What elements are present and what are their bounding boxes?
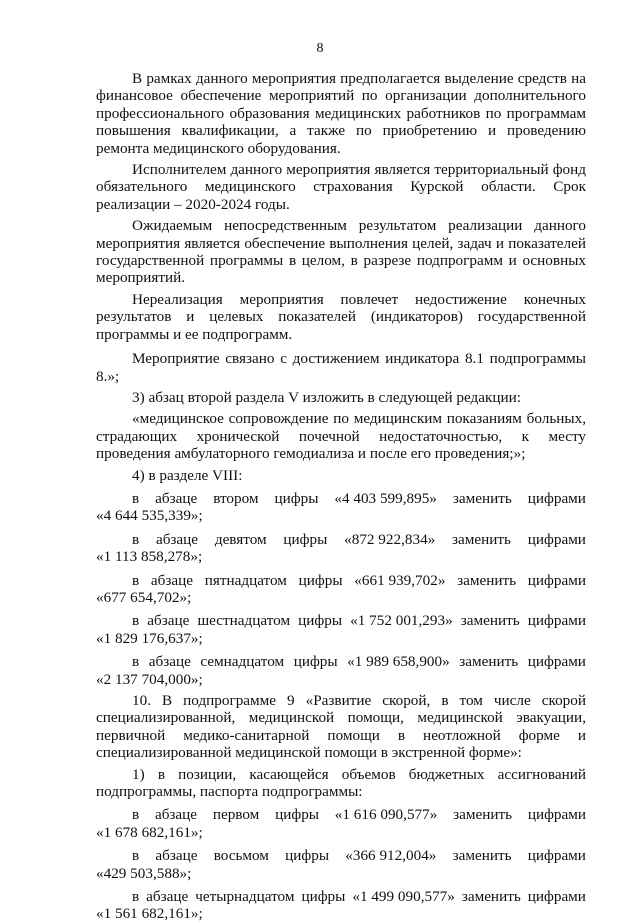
replacement-new-value: «4 644 535,339»;	[96, 507, 203, 525]
replacement-word: заменить	[457, 571, 517, 589]
replacement-word: «1 989 658,900»	[347, 653, 450, 671]
replacement-word: пятнадцатом	[204, 571, 287, 589]
replacement-word: в	[132, 653, 140, 671]
replacement-line	[96, 612, 586, 629]
paragraph-quote-dialysis: «медицинское сопровождение по медицинским показаниям больных, страдающих хронической почечной недостаточностью, к месту проведения амбулаторного гемодиализа и после его проведения;»;	[96, 410, 586, 463]
replacement-word: заменить	[452, 489, 512, 507]
replacement-word: девятом	[214, 530, 267, 548]
replacement-new-value: «2 137 704,000»;	[96, 670, 203, 688]
replacement-word: цифры	[275, 806, 319, 824]
replacement-word: четырнадцатом	[195, 888, 295, 906]
replacement-word: первом	[212, 806, 260, 824]
replacement-word: втором	[213, 489, 259, 507]
subprogram9-replacements	[96, 806, 586, 922]
replacement-word: абзаце	[148, 653, 191, 671]
replacement-word: цифрами	[527, 806, 586, 824]
paragraph-funding: В рамках данного мероприятия предполагается выделение средств на финансовое обеспечение мероприятий по организации дополнительного профессионального образования медицинских работников по программам повышения квалификации, а также по приобретению и проведению ремонта медицинского оборудования.	[96, 70, 586, 157]
replacement-word: цифрами	[527, 847, 586, 865]
replacement-word: «1 616 090,577»	[334, 806, 438, 824]
page-number: 8	[316, 41, 324, 56]
replacement-word: заменить	[452, 847, 512, 865]
replacement-word: цифрами	[527, 571, 586, 589]
paragraph-item-3: 3) абзац второй раздела V изложить в следующей редакции:	[132, 388, 521, 406]
paragraph-non-implementation: Нереализация мероприятия повлечет недостижение конечных результатов и целевых показателей (индикаторов) государственной программы и ее подпрограмм.	[96, 290, 586, 343]
replacement-new-value: «1 561 682,161»;	[96, 905, 203, 923]
paragraph-item-4: 4) в разделе VIII:	[132, 466, 243, 484]
replacement-line	[96, 888, 586, 905]
replacement-word: цифрами	[527, 612, 586, 630]
replacement-word: абзаце	[150, 571, 193, 589]
replacement-line	[96, 572, 586, 589]
replacement-word: в	[132, 571, 140, 589]
replacement-word: абзаце	[155, 530, 199, 548]
replacement-word: цифры	[301, 888, 346, 906]
replacement-word: заменить	[453, 806, 513, 824]
replacement-word: абзаце	[154, 806, 198, 824]
replacement-new-value: «1 678 682,161»;	[96, 823, 203, 841]
replacement-word: в	[132, 847, 140, 865]
replacement-new-value: «1 829 176,637»;	[96, 629, 203, 647]
replacement-word: заменить	[459, 653, 519, 671]
replacement-new-value: «429 503,588»;	[96, 864, 192, 882]
replacement-word: в	[132, 489, 140, 507]
replacement-word: цифры	[298, 571, 343, 589]
replacement-word: заменить	[461, 888, 521, 906]
replacement-word: «366 912,004»	[345, 847, 437, 865]
replacement-new-value: «677 654,702»;	[96, 588, 192, 606]
replacement-word: цифрами	[527, 530, 586, 548]
replacement-line	[96, 806, 586, 823]
replacement-word: цифрами	[527, 489, 586, 507]
section8-replacements	[96, 490, 586, 688]
paragraph-expected-result: Ожидаемым непосредственным результатом реализации данного мероприятия является обеспечение выполнения целей, задач и показателей государственной программы в целом, в разрезе подпрограмм и основных мероприятий.	[96, 217, 586, 287]
replacement-word: в	[132, 612, 140, 630]
replacement-word: цифрами	[527, 653, 586, 671]
paragraph-executor: Исполнителем данного мероприятия является территориальный фонд обязательного медицинского страхования Курской области. Срок реализации – 2020-2024 годы.	[96, 161, 586, 213]
replacement-word: «872 922,834»	[344, 530, 436, 548]
replacement-line	[96, 653, 586, 670]
replacement-word: абзаце	[155, 489, 198, 507]
replacement-word: «4 403 599,895»	[334, 489, 437, 507]
replacement-word: шестнадцатом	[197, 612, 291, 630]
replacement-word: заменить	[460, 612, 520, 630]
paragraph-passport-item-1: 1) в позиции, касающейся объемов бюджетных ассигнований подпрограммы, паспорта подпрограммы:	[96, 765, 586, 801]
replacement-line	[96, 531, 586, 548]
replacement-word: цифры	[298, 612, 343, 630]
replacement-word: цифры	[285, 847, 330, 865]
replacement-word: «1 499 090,577»	[352, 888, 455, 906]
replacement-word: цифры	[293, 653, 338, 671]
replacement-word: абзаце	[155, 847, 198, 865]
replacement-word: заменить	[452, 530, 511, 548]
paragraph-indicator-link: Мероприятие связано с достижением индикатора 8.1 подпрограммы 8.»;	[96, 350, 586, 385]
replacement-word: семнадцатом	[200, 653, 285, 671]
replacement-word: в	[132, 888, 140, 906]
replacement-word: цифры	[274, 489, 319, 507]
replacement-word: цифрами	[527, 888, 586, 906]
replacement-word: абзаце	[147, 612, 190, 630]
replacement-new-value: «1 113 858,278»;	[96, 548, 203, 566]
replacement-word: цифры	[283, 530, 328, 548]
document-body	[96, 70, 586, 923]
replacement-line	[96, 490, 586, 507]
replacement-word: «1 752 001,293»	[350, 612, 453, 630]
replacement-word: «661 939,702»	[354, 571, 446, 589]
replacement-word: в	[132, 530, 140, 548]
replacement-word: в	[132, 806, 140, 824]
replacement-line	[96, 847, 586, 864]
paragraph-subprogram-9: 10. В подпрограмме 9 «Развитие скорой, в том числе скорой специализированной, медицинской помощи, медицинской эвакуации, первичной медико-санитарной помощи в неотложной форме и специализированной медицинской помощи в экстренной форме»:	[96, 692, 586, 762]
replacement-word: восьмом	[213, 847, 269, 865]
replacement-word: абзаце	[146, 888, 189, 906]
